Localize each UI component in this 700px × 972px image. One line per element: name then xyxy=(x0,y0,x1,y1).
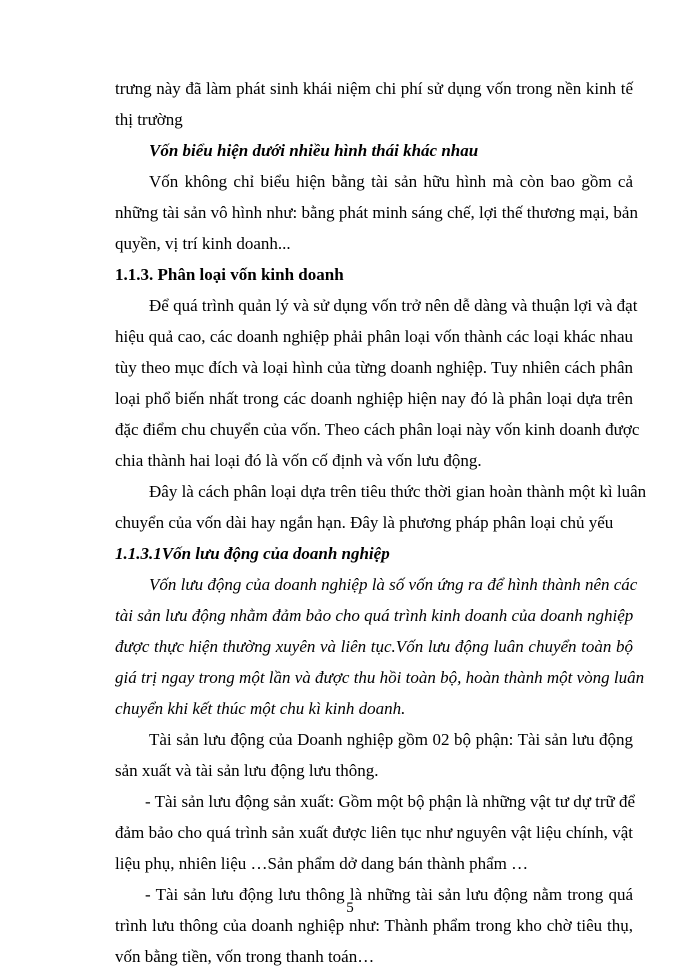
text-line: quyền, vị trí kinh doanh... xyxy=(115,234,291,253)
text-line: đặc điểm chu chuyển của vốn. Theo cách phân loại này vốn kinh doanh được xyxy=(115,420,640,439)
text-line: chuyển của vốn dài hay ngắn hạn. Đây là phương pháp phân loại chủ yếu xyxy=(115,513,614,532)
text-line: hiệu quả cao, các doanh nghiệp phải phân loại vốn thành các loại khác nhau xyxy=(115,327,633,346)
text-line: 1.1.3.1Vốn lưu động của doanh nghiệp xyxy=(115,544,390,563)
text-line: Để quá trình quản lý và sử dụng vốn trở nên dễ dàng và thuận lợi và đạt xyxy=(149,296,638,315)
text-line: thị trường xyxy=(115,110,183,129)
text-line: loại phổ biến nhất trong các doanh nghiệp hiện nay đó là phân loại dựa trên xyxy=(115,389,633,408)
text-line: tùy theo mục đích và loại hình của từng doanh nghiệp. Tuy nhiên cách phân xyxy=(115,358,633,377)
text-line: Vốn biểu hiện dưới nhiều hình thái khác nhau xyxy=(149,141,479,160)
text-line: đảm bảo cho quá trình sản xuất được liên tục như nguyên vật liệu chính, vật xyxy=(115,823,633,842)
text-line: Vốn lưu động của doanh nghiệp là số vốn ứng ra để hình thành nên các xyxy=(149,575,638,594)
text-line: - Tài sản lưu động sản xuất: Gồm một bộ phận là những vật tư dự trữ để xyxy=(145,792,636,811)
text-line: Đây là cách phân loại dựa trên tiêu thức thời gian hoàn thành một kì luân xyxy=(149,482,647,501)
text-line: Vốn không chỉ biểu hiện bằng tài sản hữu hình mà còn bao gồm cả xyxy=(149,172,633,191)
text-line: liệu phụ, nhiên liệu …Sản phẩm dở dang bán thành phẩm … xyxy=(115,854,529,873)
text-line: được thực hiện thường xuyên và liên tục.Vốn lưu động luân chuyển toàn bộ xyxy=(115,637,633,656)
text-line: Tài sản lưu động của Doanh nghiệp gồm 02 bộ phận: Tài sản lưu động xyxy=(149,730,633,749)
text-line: chia thành hai loại đó là vốn cố định và vốn lưu động. xyxy=(115,451,482,470)
text-line: vốn bằng tiền, vốn trong thanh toán… xyxy=(115,947,375,966)
page-number: 5 xyxy=(346,900,354,916)
text-line: tài sản lưu động nhằm đảm bảo cho quá trình kinh doanh của doanh nghiệp xyxy=(115,606,634,625)
text-line: trưng này đã làm phát sinh khái niệm chi phí sử dụng vốn trong nền kinh tế xyxy=(115,79,633,98)
text-line: những tài sản vô hình như: bằng phát minh sáng chế, lợi thế thương mại, bản xyxy=(115,203,638,222)
text-line: - Tài sản lưu động lưu thông là những tài sản lưu động nằm trong quá xyxy=(145,885,633,904)
text-line: 1.1.3. Phân loại vốn kinh doanh xyxy=(115,265,344,284)
text-line: sản xuất và tài sản lưu động lưu thông. xyxy=(115,761,379,780)
text-line: trình lưu thông của doanh nghiệp như: Thành phẩm trong kho chờ tiêu thụ, xyxy=(115,916,633,935)
document-body xyxy=(115,73,647,972)
text-line: giá trị ngay trong một lần và được thu hồi toàn bộ, hoàn thành một vòng luân xyxy=(115,668,645,687)
text-line: chuyển khi kết thúc một chu kì kinh doanh. xyxy=(115,699,406,718)
